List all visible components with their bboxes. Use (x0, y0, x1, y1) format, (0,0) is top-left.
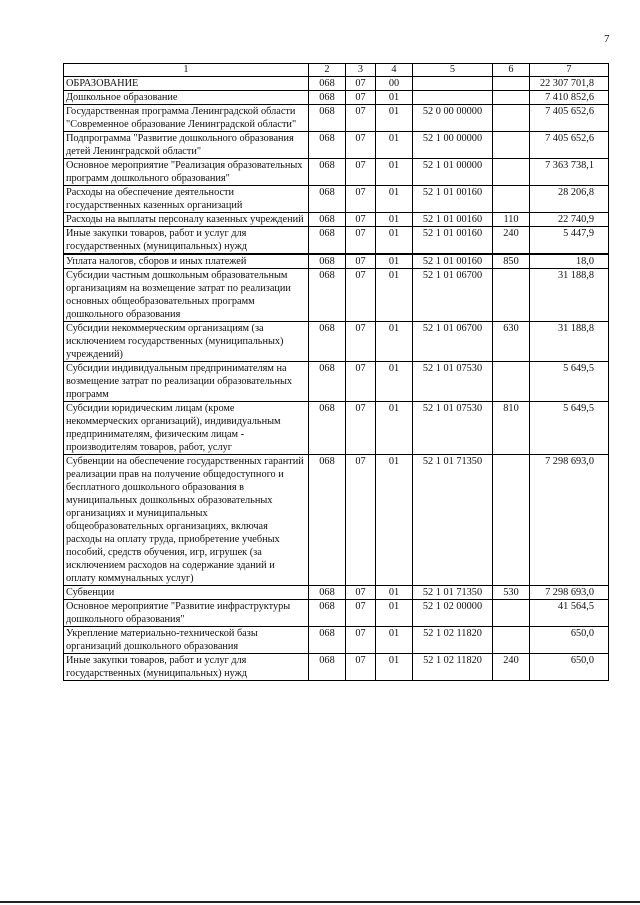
target-article-code-cell (413, 91, 493, 105)
table-row (64, 627, 609, 654)
subsection-code-cell: 01 (376, 627, 413, 654)
section-code-cell: 07 (346, 600, 376, 627)
target-article-code-cell: 52 1 01 06700 (413, 269, 493, 322)
target-article-code-cell: 52 1 01 00160 (413, 227, 493, 255)
amount-cell: 18,0 (530, 254, 609, 269)
amount-cell: 7 298 693,0 (530, 455, 609, 586)
ministry-code-cell: 068 (309, 322, 346, 362)
table-row (64, 362, 609, 402)
table-row (64, 402, 609, 455)
table-row (64, 105, 609, 132)
amount-cell: 650,0 (530, 654, 609, 681)
expense-type-code-cell: 110 (493, 213, 530, 227)
expense-type-code-cell (493, 77, 530, 91)
subsection-code-cell: 01 (376, 91, 413, 105)
expense-type-code-cell (493, 132, 530, 159)
header-col-5: 5 (413, 64, 493, 77)
target-article-code-cell: 52 0 00 00000 (413, 105, 493, 132)
amount-cell: 7 405 652,6 (530, 132, 609, 159)
expense-type-code-cell (493, 362, 530, 402)
row-name-cell: Подпрограмма "Развитие дошкольного образования детей Ленинградской области" (64, 132, 309, 159)
row-name-cell: Субсидии некоммерческим организациям (за исключением государственных (муниципальных) учреждений) (64, 322, 309, 362)
bottom-edge-line (0, 901, 640, 903)
expense-type-code-cell: 240 (493, 654, 530, 681)
expense-type-code-cell (493, 186, 530, 213)
target-article-code-cell (413, 77, 493, 91)
amount-cell: 7 298 693,0 (530, 586, 609, 600)
table-body (64, 64, 609, 681)
section-code-cell: 07 (346, 455, 376, 586)
subsection-code-cell: 01 (376, 322, 413, 362)
target-article-code-cell: 52 1 01 00160 (413, 213, 493, 227)
target-article-code-cell: 52 1 02 00000 (413, 600, 493, 627)
section-code-cell: 07 (346, 132, 376, 159)
amount-cell: 22 307 701,8 (530, 77, 609, 91)
target-article-code-cell: 52 1 01 00000 (413, 159, 493, 186)
row-name-cell: Государственная программа Ленинградской области "Современное образование Ленинградской области" (64, 105, 309, 132)
expense-type-code-cell: 630 (493, 322, 530, 362)
amount-cell: 650,0 (530, 627, 609, 654)
page-number: 7 (604, 33, 610, 45)
ministry-code-cell: 068 (309, 186, 346, 213)
amount-cell: 41 564,5 (530, 600, 609, 627)
expense-type-code-cell (493, 91, 530, 105)
row-name-cell: Иные закупки товаров, работ и услуг для государственных (муниципальных) нужд (64, 227, 309, 255)
section-code-cell: 07 (346, 105, 376, 132)
section-code-cell: 07 (346, 654, 376, 681)
expense-type-code-cell (493, 269, 530, 322)
subsection-code-cell: 01 (376, 586, 413, 600)
ministry-code-cell: 068 (309, 586, 346, 600)
row-name-cell: Расходы на обеспечение деятельности государственных казенных организаций (64, 186, 309, 213)
section-code-cell: 07 (346, 362, 376, 402)
subsection-code-cell: 01 (376, 186, 413, 213)
row-name-cell: Основное мероприятие "Развитие инфраструктуры дошкольного образования" (64, 600, 309, 627)
subsection-code-cell: 01 (376, 269, 413, 322)
section-code-cell: 07 (346, 402, 376, 455)
table-row (64, 269, 609, 322)
table-row (64, 91, 609, 105)
section-code-cell: 07 (346, 586, 376, 600)
header-col-2: 2 (309, 64, 346, 77)
target-article-code-cell: 52 1 02 11820 (413, 627, 493, 654)
expense-type-code-cell (493, 600, 530, 627)
expense-type-code-cell (493, 105, 530, 132)
subsection-code-cell: 00 (376, 77, 413, 91)
table-row (64, 654, 609, 681)
subsection-code-cell: 01 (376, 254, 413, 269)
budget-table (63, 63, 609, 681)
expense-type-code-cell (493, 455, 530, 586)
target-article-code-cell: 52 1 02 11820 (413, 654, 493, 681)
ministry-code-cell: 068 (309, 455, 346, 586)
table-row (64, 132, 609, 159)
target-article-code-cell: 52 1 01 71350 (413, 586, 493, 600)
row-name-cell: Субсидии частным дошкольным образовательным организациям на возмещение затрат по реализации основных общеобразовательных программ дошкольного образования (64, 269, 309, 322)
target-article-code-cell: 52 1 01 00160 (413, 186, 493, 213)
table-row (64, 227, 609, 255)
amount-cell: 7 410 852,6 (530, 91, 609, 105)
row-name-cell: Иные закупки товаров, работ и услуг для государственных (муниципальных) нужд (64, 654, 309, 681)
ministry-code-cell: 068 (309, 77, 346, 91)
amount-cell: 7 405 652,6 (530, 105, 609, 132)
section-code-cell: 07 (346, 91, 376, 105)
target-article-code-cell: 52 1 01 71350 (413, 455, 493, 586)
amount-cell: 5 649,5 (530, 362, 609, 402)
header-col-1: 1 (64, 64, 309, 77)
ministry-code-cell: 068 (309, 159, 346, 186)
row-name-cell: Субвенции на обеспечение государственных гарантий реализации прав на получение общедоступного и бесплатного дошкольного образования в муниципальных дошкольных образовательных организациях и муниципальных общеобразовательных организациях, включая расходы на оплату труда, приобретение учебных пособий, средств обучения, игр, игрушек (за исключением расходов на содержание зданий и оплату коммунальных услуг) (64, 455, 309, 586)
amount-cell: 5 649,5 (530, 402, 609, 455)
ministry-code-cell: 068 (309, 213, 346, 227)
amount-cell: 7 363 738,1 (530, 159, 609, 186)
amount-cell: 22 740,9 (530, 213, 609, 227)
target-article-code-cell: 52 1 01 07530 (413, 402, 493, 455)
expense-type-code-cell: 240 (493, 227, 530, 255)
section-code-cell: 07 (346, 227, 376, 255)
section-code-cell: 07 (346, 269, 376, 322)
header-col-4: 4 (376, 64, 413, 77)
amount-cell: 31 188,8 (530, 322, 609, 362)
section-code-cell: 07 (346, 213, 376, 227)
table-row (64, 455, 609, 586)
subsection-code-cell: 01 (376, 600, 413, 627)
amount-cell: 28 206,8 (530, 186, 609, 213)
row-name-cell: Расходы на выплаты персоналу казенных учреждений (64, 213, 309, 227)
row-name-cell: Укрепление материально-технической базы организаций дошкольного образования (64, 627, 309, 654)
table-row (64, 159, 609, 186)
ministry-code-cell: 068 (309, 91, 346, 105)
subsection-code-cell: 01 (376, 213, 413, 227)
table-row (64, 600, 609, 627)
expense-type-code-cell: 850 (493, 254, 530, 269)
header-col-6: 6 (493, 64, 530, 77)
subsection-code-cell: 01 (376, 105, 413, 132)
ministry-code-cell: 068 (309, 227, 346, 255)
header-col-3: 3 (346, 64, 376, 77)
expense-type-code-cell (493, 627, 530, 654)
section-code-cell: 07 (346, 159, 376, 186)
table-row (64, 322, 609, 362)
section-code-cell: 07 (346, 77, 376, 91)
ministry-code-cell: 068 (309, 402, 346, 455)
row-name-cell: Основное мероприятие "Реализация образовательных программ дошкольного образования" (64, 159, 309, 186)
target-article-code-cell: 52 1 00 00000 (413, 132, 493, 159)
subsection-code-cell: 01 (376, 362, 413, 402)
table-row (64, 586, 609, 600)
subsection-code-cell: 01 (376, 455, 413, 586)
row-name-cell: ОБРАЗОВАНИЕ (64, 77, 309, 91)
table-header-row (64, 64, 609, 77)
row-name-cell: Дошкольное образование (64, 91, 309, 105)
subsection-code-cell: 01 (376, 402, 413, 455)
ministry-code-cell: 068 (309, 269, 346, 322)
header-col-7: 7 (530, 64, 609, 77)
section-code-cell: 07 (346, 186, 376, 213)
ministry-code-cell: 068 (309, 132, 346, 159)
ministry-code-cell: 068 (309, 600, 346, 627)
section-code-cell: 07 (346, 254, 376, 269)
subsection-code-cell: 01 (376, 132, 413, 159)
table-row (64, 186, 609, 213)
row-name-cell: Субвенции (64, 586, 309, 600)
table-row (64, 77, 609, 91)
subsection-code-cell: 01 (376, 159, 413, 186)
subsection-code-cell: 01 (376, 227, 413, 255)
target-article-code-cell: 52 1 01 00160 (413, 254, 493, 269)
amount-cell: 31 188,8 (530, 269, 609, 322)
target-article-code-cell: 52 1 01 07530 (413, 362, 493, 402)
expense-type-code-cell: 810 (493, 402, 530, 455)
table-row (64, 213, 609, 227)
expense-type-code-cell (493, 159, 530, 186)
table-row (64, 254, 609, 269)
row-name-cell: Субсидии юридическим лицам (кроме некоммерческих организаций), индивидуальным предпринимателям, физическим лицам - производителям товаров, работ, услуг (64, 402, 309, 455)
section-code-cell: 07 (346, 322, 376, 362)
ministry-code-cell: 068 (309, 105, 346, 132)
amount-cell: 5 447,9 (530, 227, 609, 255)
row-name-cell: Уплата налогов, сборов и иных платежей (64, 254, 309, 269)
expense-type-code-cell: 530 (493, 586, 530, 600)
ministry-code-cell: 068 (309, 627, 346, 654)
ministry-code-cell: 068 (309, 362, 346, 402)
target-article-code-cell: 52 1 01 06700 (413, 322, 493, 362)
ministry-code-cell: 068 (309, 254, 346, 269)
subsection-code-cell: 01 (376, 654, 413, 681)
row-name-cell: Субсидии индивидуальным предпринимателям на возмещение затрат по реализации образовательных программ (64, 362, 309, 402)
section-code-cell: 07 (346, 627, 376, 654)
ministry-code-cell: 068 (309, 654, 346, 681)
